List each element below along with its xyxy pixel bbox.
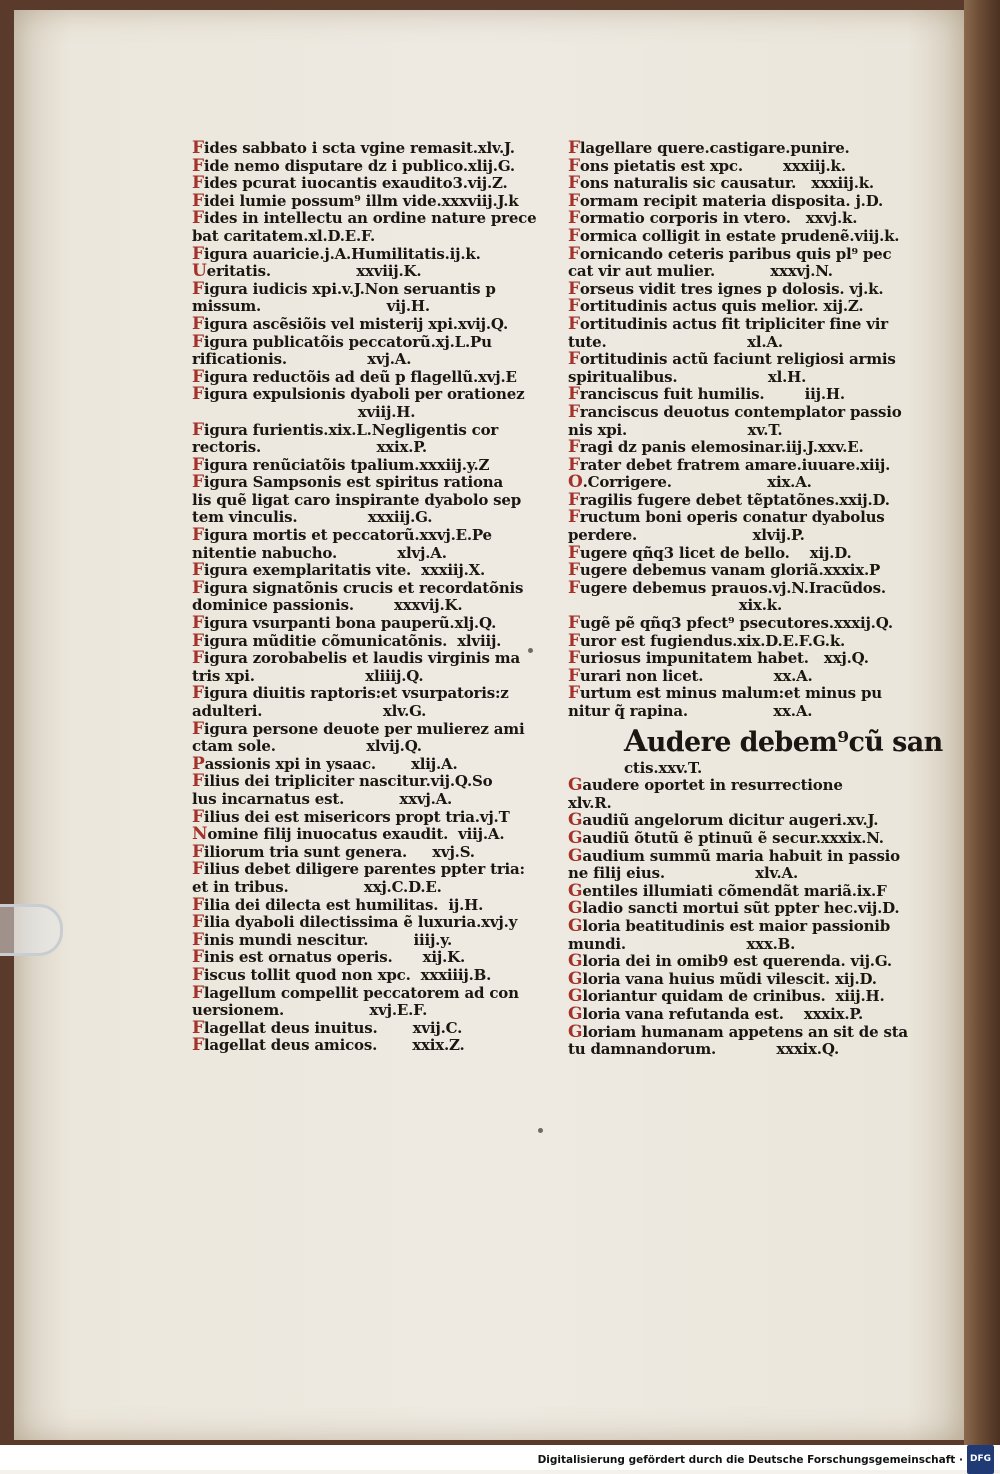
index-entry: tute. xl.A. — [568, 332, 783, 351]
rubricated-initial: F — [192, 947, 204, 968]
index-entry: Fidei lumie possum⁹ illm vide.xxxviij.J.k — [192, 190, 519, 211]
index-entry: Fugẽ pẽ qñq3 pfect⁹ psecutores.xxxij.Q. — [568, 613, 893, 634]
rubricated-initial: F — [192, 138, 204, 158]
index-entry: Fugere qñq3 licet de bello. xij.D. — [568, 542, 852, 563]
index-entry: Filiorum tria sunt genera. xvj.S. — [192, 841, 475, 862]
rubricated-initial: F — [568, 296, 580, 317]
index-entry: rificationis. xvj.A. — [192, 350, 412, 369]
rubricated-initial: G — [568, 845, 583, 866]
index-entry: Gloria beatitudinis est maior passionib — [568, 915, 891, 936]
index-entry: Figura publicatõis peccatorũ.xj.L.Pu — [192, 331, 492, 352]
rubricated-initial: F — [568, 683, 580, 704]
index-entry: Fons naturalis sic causatur. xxxiij.k. — [568, 173, 874, 194]
rubricated-initial: F — [192, 384, 204, 405]
index-entry: Figura vsurpanti bona pauperũ.xlj.Q. — [192, 613, 497, 634]
index-entry: Fons pietatis est xpc. xxxiij.k. — [568, 155, 846, 176]
index-entry: Figura persone deuote per mulierez ami — [192, 718, 525, 739]
index-entry: bat caritatem.xl.D.E.F. — [192, 226, 376, 245]
index-entry: xix.k. — [568, 596, 782, 615]
index-entry: Franciscus deuotus contemplator passio — [568, 401, 902, 422]
index-entry: Forseus vidit tres ignes p dolosis. vj.k. — [568, 278, 884, 299]
index-entry: xlv.R. — [568, 793, 612, 812]
index-entry: Figura expulsionis dyaboli per orationez — [192, 384, 525, 405]
section-heading-continuation: ctis.xxv.T. — [624, 758, 702, 777]
index-entry: Furari non licet. xx.A. — [568, 665, 813, 686]
index-entry: cat vir aut mulier. xxxvj.N. — [568, 262, 833, 281]
index-entry: Ueritatis. xxviij.K. — [192, 261, 422, 282]
index-entry: Formatio corporis in vtero. xxvj.k. — [568, 208, 858, 229]
index-entry: Gloria vana huius mũdi vilescit. xij.D. — [568, 968, 877, 989]
rubricated-initial: F — [568, 630, 580, 651]
rubricated-initial: G — [568, 951, 583, 972]
rubricated-initial: F — [192, 771, 204, 792]
rubricated-initial: F — [568, 648, 580, 669]
index-entry: Filius dei tripliciter nascitur.vij.Q.So — [192, 771, 493, 792]
index-entry: Gladio sancti mortui sũt ppter hec.vij.D. — [568, 898, 900, 919]
index-entry: adulteri. xlv.G. — [192, 702, 427, 720]
index-entry: et in tribus. xxj.C.D.E. — [192, 877, 442, 896]
index-entry: ctam sole. xlvij.Q. — [192, 737, 422, 756]
rubricated-initial: F — [568, 489, 580, 510]
index-entry: Gloriam humanam appetens an sit de sta — [568, 1021, 908, 1042]
index-entry: Figura signatõnis crucis et recordatõnis — [192, 577, 524, 598]
index-entry: nis xpi. xv.T. — [568, 420, 783, 439]
rubricated-initial: F — [192, 1035, 204, 1056]
footer-credit-text: Digitalisierung gefördert durch die Deutsche Forschungsgemeinschaft · — [537, 1453, 963, 1466]
rubricated-initial: F — [568, 577, 580, 598]
rubricated-initial: G — [568, 968, 583, 989]
rubricated-initial: F — [568, 349, 580, 370]
rubricated-initial: F — [192, 454, 204, 475]
rubricated-initial: F — [192, 208, 204, 229]
rubricated-initial: F — [192, 173, 204, 194]
rubricated-initial: F — [192, 683, 204, 704]
rubricated-initial: U — [192, 261, 207, 282]
rubricated-initial: F — [192, 331, 204, 352]
rubricated-initial: F — [192, 560, 204, 581]
index-entry: Figura Sampsonis est spiritus rationa — [192, 472, 503, 493]
rubricated-initial: P — [192, 753, 205, 774]
index-entry: Nomine filij inuocatus exaudit. viij.A. — [192, 824, 505, 845]
rubricated-initial: G — [568, 880, 583, 901]
dfg-logo: DFG — [967, 1445, 994, 1474]
index-entry: Gaudere oportet in resurrectione — [568, 775, 843, 796]
index-entry: lus incarnatus est. xxvj.A. — [192, 789, 453, 808]
rubricated-initial: F — [568, 190, 580, 211]
paper-clip-icon — [0, 904, 63, 956]
index-entry: rectoris. xxix.P. — [192, 438, 427, 457]
index-entry: Gaudiũ õtutũ ẽ ptinuũ ẽ secur.xxxix.N. — [568, 827, 884, 848]
index-entry: mundi. xxx.B. — [568, 934, 796, 953]
index-entry: Finis mundi nescitur. iiij.y. — [192, 929, 453, 950]
rubricated-initial: F — [192, 313, 204, 334]
index-entry: Fortitudinis actus fit tripliciter fine vir — [568, 313, 888, 334]
index-entry: Flagellat deus inuitus. xvij.C. — [192, 1017, 463, 1038]
rubricated-initial: F — [568, 507, 580, 528]
rubricated-initial: F — [192, 912, 204, 933]
rubricated-initial: F — [192, 841, 204, 862]
left-index-column — [192, 138, 537, 1056]
rubricated-initial: F — [568, 437, 580, 458]
rubricated-initial: F — [568, 155, 580, 176]
index-entry: Figura diuitis raptoris:et vsurpatoris:z — [192, 683, 509, 704]
index-entry: Fructum boni operis conatur dyabolus — [568, 507, 885, 528]
rubricated-initial: G — [568, 915, 583, 936]
index-entry: lis quẽ ligat caro inspirante dyabolo sep — [192, 490, 522, 509]
index-entry: Fortitudinis actũ faciunt religiosi armis — [568, 349, 896, 370]
index-entry: Passionis xpi in ysaac. xlij.A. — [192, 753, 458, 774]
index-entry: Filius debet diligere parentes ppter tria: — [192, 859, 525, 880]
index-entry: Fide nemo disputare dz i publico.xlij.G. — [192, 155, 515, 176]
index-entry: Figura zorobabelis et laudis virginis ma — [192, 648, 520, 669]
index-entry: Figura auaricie.j.A.Humilitatis.ij.k. — [192, 243, 481, 264]
right-index-column — [568, 138, 943, 1059]
rubricated-initial: O — [568, 472, 583, 493]
index-entry: Figura mortis et peccatorũ.xxvj.E.Pe — [192, 525, 492, 546]
index-entry: Formica colligit in estate prudenẽ.viij.k. — [568, 225, 900, 246]
index-entry: Gaudium summũ maria habuit in passio — [568, 845, 900, 866]
index-entry: Frater debet fratrem amare.iuuare.xiij. — [568, 454, 891, 475]
index-entry: Figura furientis.xix.L.Negligentis cor — [192, 419, 499, 440]
index-entry: xviij.H. — [192, 402, 416, 421]
rubricated-initial: G — [568, 986, 583, 1007]
index-entry: missum. vij.H. — [192, 297, 430, 316]
index-entry: Flagellare quere.castigare.punire. — [568, 138, 850, 158]
index-entry: Fides pcurat iuocantis exaudito3.vij.Z. — [192, 173, 508, 194]
index-entry: O.Corrigere. xix.A. — [568, 472, 812, 493]
rubricated-initial: F — [568, 278, 580, 299]
rubricated-initial: F — [568, 454, 580, 475]
rubricated-initial: F — [568, 313, 580, 334]
rubricated-initial: G — [568, 810, 583, 831]
rubricated-initial: F — [568, 401, 580, 422]
rubricated-initial: F — [192, 278, 204, 299]
rubricated-initial: F — [192, 648, 204, 669]
index-entry: Figura reductõis ad deũ p flagellũ.xvj.E — [192, 366, 517, 387]
index-entry: Figura exemplaritatis vite. xxxiij.X. — [192, 560, 486, 581]
index-entry: Furor est fugiendus.xix.D.E.F.G.k. — [568, 630, 846, 651]
rubricated-initial: F — [192, 630, 204, 651]
index-entry: Flagellat deus amicos. xxix.Z. — [192, 1035, 465, 1056]
rubricated-initial: N — [192, 824, 208, 845]
index-entry: Furiosus impunitatem habet. xxj.Q. — [568, 648, 869, 669]
index-entry: Filius dei est misericors propt tria.vj.T — [192, 806, 510, 827]
rubricated-initial: F — [192, 472, 204, 493]
index-entry: tem vinculis. xxxiij.G. — [192, 508, 433, 527]
rubricated-initial: F — [192, 155, 204, 176]
index-entry: Franciscus fuit humilis. iij.H. — [568, 384, 845, 405]
index-entry: Fides sabbato i scta vgine remasit.xlv.J. — [192, 138, 515, 158]
rubricated-initial: F — [568, 243, 580, 264]
index-entry: Figura renũciatõis tpalium.xxxiij.y.Z — [192, 454, 490, 475]
index-entry: Formam recipit materia disposita. j.D. — [568, 190, 883, 211]
index-entry: Fugere debemus vanam gloriã.xxxix.P — [568, 560, 881, 581]
rubricated-initial: F — [568, 225, 580, 246]
index-entry: nitentie nabucho. xlvj.A. — [192, 543, 447, 562]
index-entry: Figura mũditie cõmunicatõnis. xlviij. — [192, 630, 502, 651]
index-entry: Fugere debemus prauos.vj.N.Iracũdos. — [568, 577, 886, 598]
rubricated-initial: F — [192, 894, 204, 915]
rubricated-initial: F — [192, 243, 204, 264]
index-entry: tris xpi. xliiij.Q. — [192, 666, 424, 685]
rubricated-initial: F — [192, 1017, 204, 1038]
index-entry: perdere. xlvij.P. — [568, 526, 805, 545]
rubricated-initial: G — [568, 827, 583, 848]
index-entry: Flagellum compellit peccatorem ad con — [192, 982, 519, 1003]
index-entry: Gloria vana refutanda est. xxxix.P. — [568, 1003, 863, 1024]
index-entry: spiritualibus. xl.H. — [568, 367, 807, 386]
rubricated-initial: F — [568, 384, 580, 405]
rubricated-initial: F — [192, 806, 204, 827]
rubricated-initial: G — [568, 1003, 583, 1024]
page-speck — [538, 1128, 543, 1133]
rubricated-initial: F — [192, 982, 204, 1003]
index-entry: Finis est ornatus operis. xij.K. — [192, 947, 466, 968]
rubricated-initial: F — [192, 525, 204, 546]
index-entry: dominice passionis. xxxvij.K. — [192, 596, 463, 615]
index-entry: Fornicando ceteris paribus quis pl⁹ pec — [568, 243, 892, 264]
rubricated-initial: F — [192, 577, 204, 598]
index-entry: Figura ascẽsiõis vel misterij xpi.xvij.Q. — [192, 313, 508, 334]
book-spine — [964, 0, 1000, 1445]
index-entry: Gaudiũ angelorum dicitur augeri.xv.J. — [568, 810, 879, 831]
index-entry: Filia dei dilecta est humilitas. ij.H. — [192, 894, 484, 915]
index-entry: Fragi dz panis elemosinar.iij.J.xxv.E. — [568, 437, 864, 458]
rubricated-initial: F — [192, 190, 204, 211]
rubricated-initial: F — [568, 542, 580, 563]
index-entry: uersionem. xvj.E.F. — [192, 1001, 428, 1020]
index-entry: Filia dyaboli dilectissima ẽ luxuria.xvj.y — [192, 912, 518, 933]
index-entry: Gloria dei in omib9 est querenda. vij.G. — [568, 951, 892, 972]
rubricated-initial: F — [568, 665, 580, 686]
rubricated-initial: F — [568, 173, 580, 194]
rubricated-initial: G — [568, 898, 583, 919]
rubricated-initial: F — [568, 138, 580, 158]
footer-bar — [0, 1445, 1000, 1470]
rubricated-initial: F — [192, 929, 204, 950]
index-entry: Fides in intellectu an ordine nature prece — [192, 208, 537, 229]
index-entry: Fiscus tollit quod non xpc. xxxiiij.B. — [192, 964, 492, 985]
index-entry: nitur q̃ rapina. xx.A. — [568, 702, 813, 720]
section-heading: Audere debem⁹cũ san — [624, 723, 943, 759]
rubricated-initial: F — [568, 560, 580, 581]
rubricated-initial: F — [192, 613, 204, 634]
rubricated-initial: G — [568, 1021, 583, 1042]
index-entry: Furtum est minus malum:et minus pu — [568, 683, 882, 704]
rubricated-initial: F — [192, 718, 204, 739]
index-entry: tu damnandorum. xxxix.Q. — [568, 1040, 839, 1059]
index-entry: ne filij eius. xlv.A. — [568, 864, 799, 883]
rubricated-initial: F — [192, 366, 204, 387]
rubricated-initial: F — [192, 964, 204, 985]
rubricated-initial: G — [568, 775, 583, 796]
index-entry: Fortitudinis actus quis melior. xij.Z. — [568, 296, 864, 317]
index-entry: Figura iudicis xpi.v.J.Non seruantis p — [192, 278, 496, 299]
rubricated-initial: F — [568, 613, 580, 634]
page-speck — [528, 648, 533, 653]
index-entry: Gentiles illumiati cõmendãt mariã.ix.F — [568, 880, 887, 901]
rubricated-initial: F — [192, 859, 204, 880]
index-entry: Gloriantur quidam de crinibus. xiij.H. — [568, 986, 885, 1007]
rubricated-initial: F — [192, 419, 204, 440]
index-entry: Fragilis fugere debet tẽptatõnes.xxij.D. — [568, 489, 890, 510]
rubricated-initial: F — [568, 208, 580, 229]
